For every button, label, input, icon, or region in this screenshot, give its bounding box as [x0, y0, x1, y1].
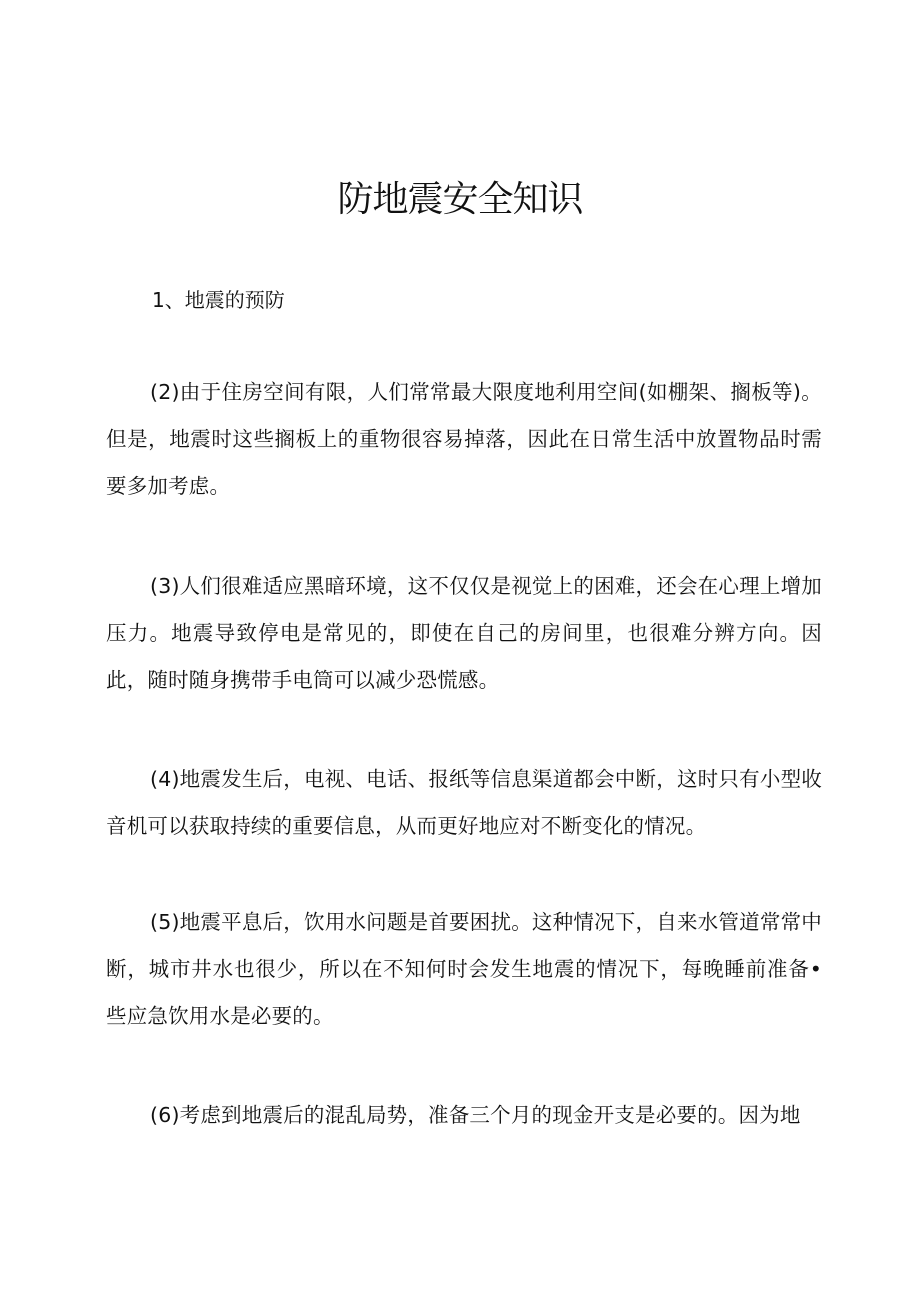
- paragraph-6: (6)考虑到地震后的混乱局势，准备三个月的现金开支是必要的。因为地: [150, 1103, 801, 1127]
- paragraph-4: (4)地震发生后，电视、电话、报纸等信息渠道都会中断，这时只有小型收音机可以获取持续的重要信息，从而更好地应对不断变化的情况。: [106, 767, 822, 838]
- paragraph-2: (2)由于住房空间有限，人们常常最大限度地利用空间(如棚架、搁板等)。但是，地震时这些搁板上的重物很容易掉落，因此在日常生活中放置物品时需要多加考虑。: [106, 380, 822, 498]
- document-title: 防地震安全知识: [337, 179, 583, 220]
- paragraph-5: (5)地震平息后，饮用水问题是首要困扰。这种情况下，自来水管道常常中断，城市井水也很少，所以在不知何时会发生地震的情况下，每晚睡前准备•些应急饮用水是必要的。: [106, 910, 822, 1028]
- paragraph-3: (3)人们很难适应黑暗环境，这不仅仅是视觉上的困难，还会在心理上增加压力。地震导致停电是常见的，即使在自己的房间里，也很难分辨方向。因此，随时随身携带手电筒可以减少恐慌感。: [106, 574, 822, 692]
- section-heading: 1、地震的预防: [152, 288, 285, 312]
